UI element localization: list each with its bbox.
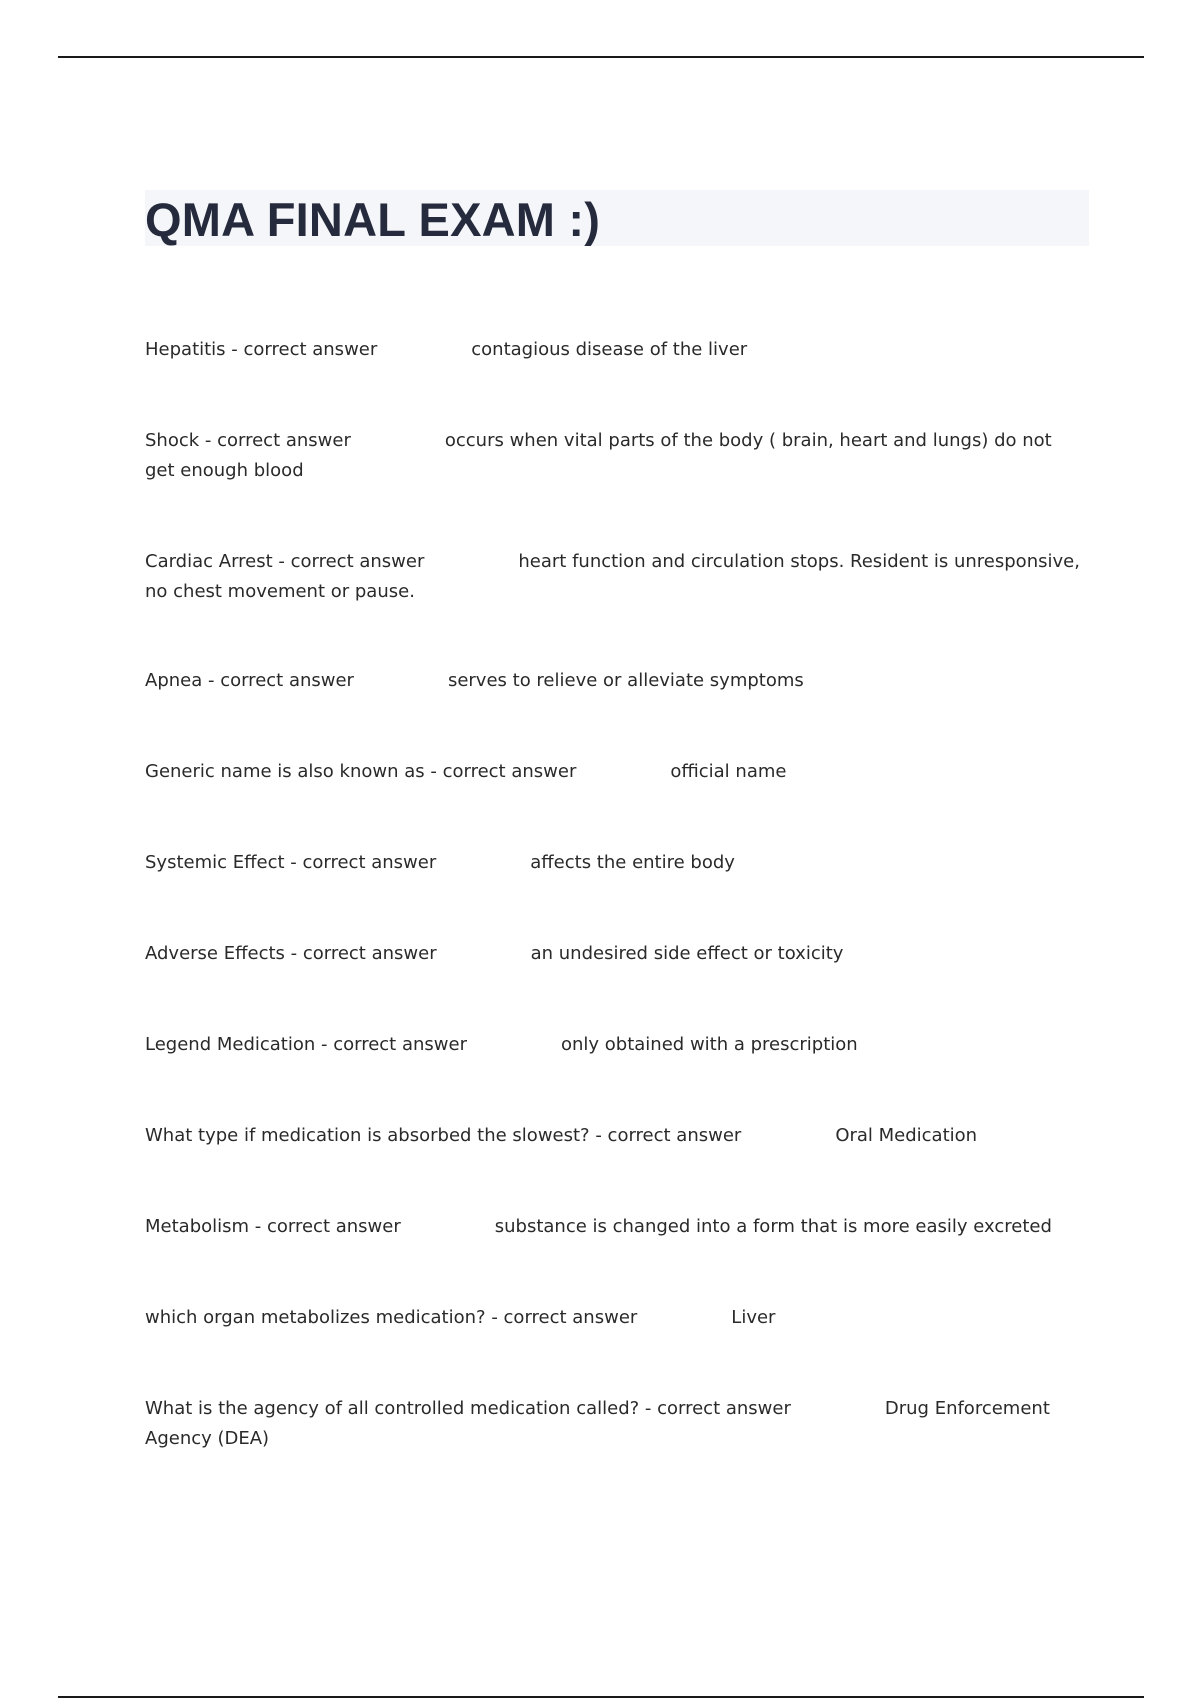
- qa-item: [145, 848, 1080, 878]
- qa-answer: Liver: [731, 1307, 776, 1328]
- qa-term: Adverse Effects - correct answer: [145, 943, 437, 964]
- bottom-rule: [58, 1696, 1144, 1698]
- qa-answer: affects the entire body: [530, 852, 735, 873]
- qa-answer: substance is changed into a form that is more easily excreted: [494, 1216, 1052, 1237]
- qa-answer: heart function and circulation stops. Resident is unresponsive, no chest movement or pause.: [145, 551, 1080, 602]
- qa-term: Legend Medication - correct answer: [145, 1034, 467, 1055]
- qa-term: Apnea - correct answer: [145, 670, 354, 691]
- qa-answer: serves to relieve or alleviate symptoms: [447, 670, 804, 691]
- qa-item: [145, 757, 1080, 787]
- qa-item: [145, 1212, 1080, 1242]
- qa-item: [145, 1030, 1080, 1060]
- qa-item: [145, 1303, 1080, 1333]
- qa-answer: only obtained with a prescription: [560, 1034, 858, 1055]
- qa-term: What is the agency of all controlled medication called? - correct answer: [145, 1398, 791, 1419]
- qa-item: [145, 426, 1080, 486]
- qa-term: Shock - correct answer: [145, 430, 351, 451]
- qa-answer: Drug Enforcement Agency (DEA): [145, 1398, 1050, 1449]
- qa-term: Systemic Effect - correct answer: [145, 852, 437, 873]
- qa-item: [145, 939, 1080, 969]
- qa-item: [145, 547, 1080, 607]
- qa-answer: Oral Medication: [835, 1125, 978, 1146]
- page-title: QMA FINAL EXAM :): [145, 193, 601, 246]
- qa-item: [145, 1394, 1080, 1454]
- qa-term: Cardiac Arrest - correct answer: [145, 551, 425, 572]
- qa-answer: official name: [670, 761, 787, 782]
- qa-term: Generic name is also known as - correct answer: [145, 761, 577, 782]
- qa-answer: contagious disease of the liver: [471, 339, 748, 360]
- qa-item: [145, 666, 1080, 696]
- qa-answer: occurs when vital parts of the body ( brain, heart and lungs) do not get enough blood: [145, 430, 1052, 481]
- qa-term: What type if medication is absorbed the slowest? - correct answer: [145, 1125, 742, 1146]
- qa-term: Hepatitis - correct answer: [145, 339, 378, 360]
- qa-term: which organ metabolizes medication? - correct answer: [145, 1307, 638, 1328]
- qa-item: [145, 335, 1080, 365]
- top-rule: [58, 56, 1144, 58]
- qa-answer: an undesired side effect or toxicity: [530, 943, 844, 964]
- qa-item: [145, 1121, 1080, 1151]
- qa-term: Metabolism - correct answer: [145, 1216, 401, 1237]
